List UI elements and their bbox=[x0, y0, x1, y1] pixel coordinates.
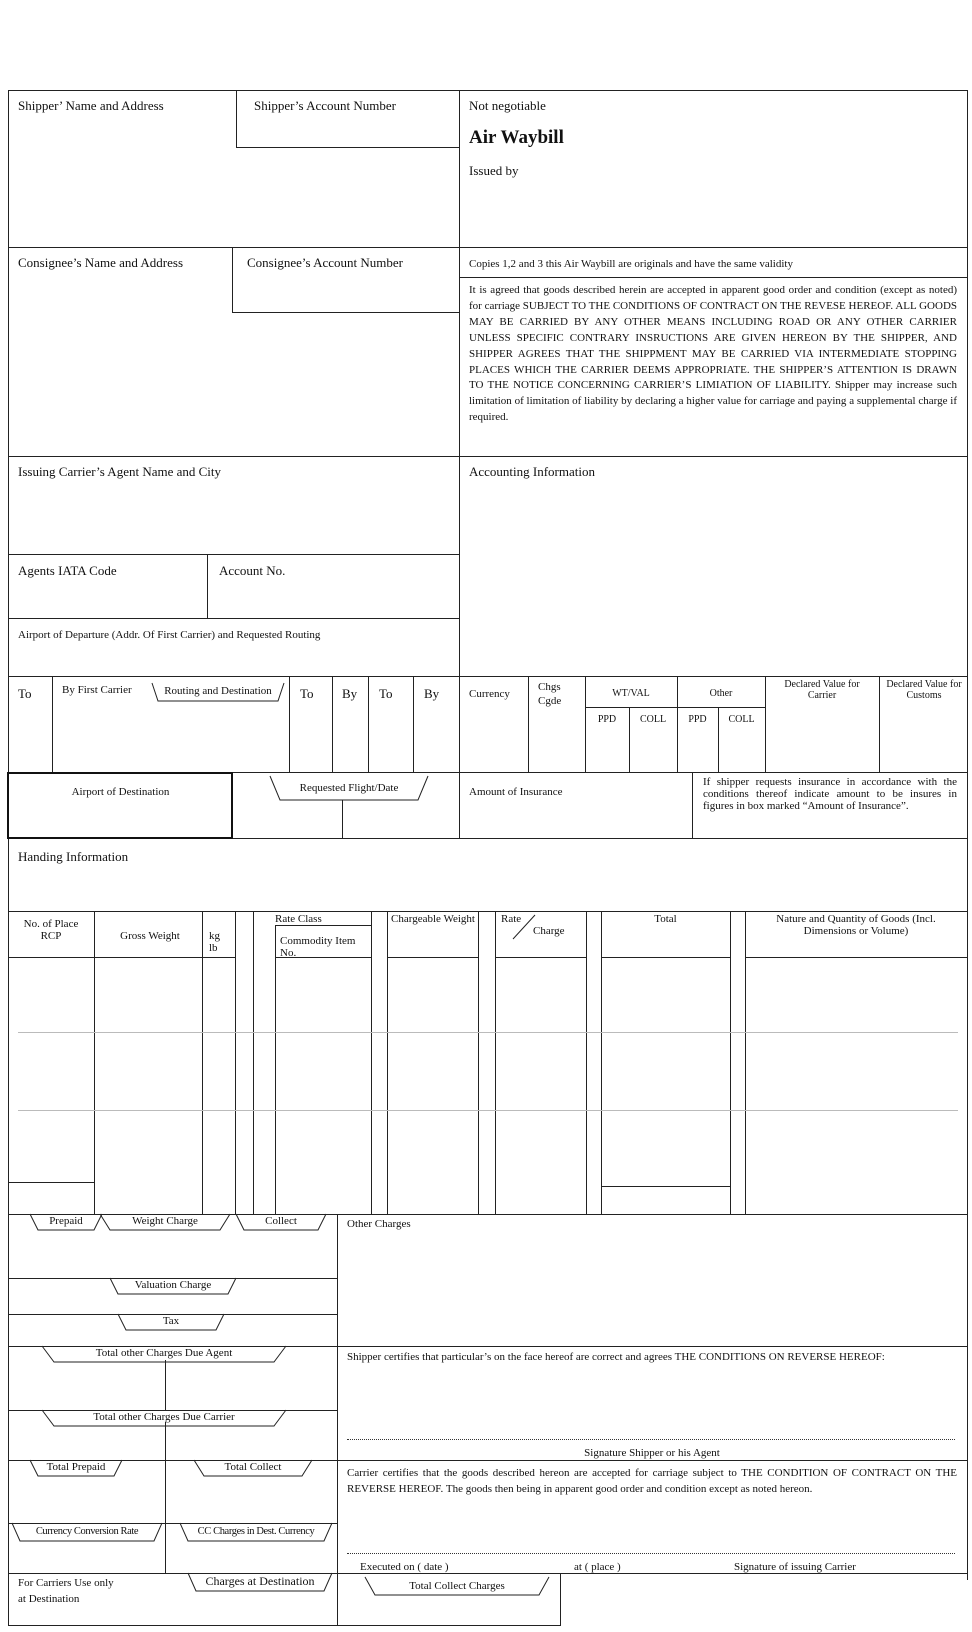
executed-on-label: Executed on ( date ) bbox=[360, 1561, 449, 1573]
at-destination-label: at Destination bbox=[18, 1593, 80, 1605]
valuation-charge-label: Valuation Charge bbox=[134, 1279, 212, 1291]
handling-info-label: Handing Information bbox=[18, 849, 129, 864]
agent-name-city-label: Issuing Carrier’s Agent Name and City bbox=[18, 464, 222, 479]
kg-lb-header: kg lb bbox=[209, 930, 220, 954]
page-title: Air Waybill bbox=[469, 127, 564, 148]
shipper-account-label: Shipper’s Account Number bbox=[254, 98, 397, 113]
routing-to-2: To bbox=[300, 686, 314, 701]
declared-value-carrier-label: Declared Value for Carrier bbox=[784, 679, 860, 701]
shipper-name-label: Shipper’ Name and Address bbox=[18, 98, 164, 113]
consignee-account-label: Consignee’s Account Number bbox=[247, 255, 403, 270]
signature-carrier-label: Signature of issuing Carrier bbox=[734, 1561, 856, 1573]
total-prepaid-label: Total Prepaid bbox=[46, 1461, 106, 1473]
agents-iata-label: Agents IATA Code bbox=[18, 563, 117, 578]
currency-label: Currency bbox=[469, 688, 510, 700]
wtval-coll-label: COLL bbox=[639, 714, 667, 725]
routing-destination-tab bbox=[152, 683, 284, 701]
routing-to-3: To bbox=[379, 686, 393, 701]
carriers-use-label: For Carriers Use only bbox=[18, 1577, 114, 1589]
insurance-note-text: If shipper requests insurance in accordance with the conditions thereof indicate amount to be insures in figures in box marked “Amount of Insurance”. bbox=[703, 776, 957, 812]
prepaid-tab bbox=[30, 1214, 102, 1230]
currency-conversion-tab bbox=[12, 1523, 162, 1541]
currency-conversion-label: Currency Conversion Rate bbox=[35, 1526, 139, 1537]
total-collect-charges-tab bbox=[365, 1577, 549, 1595]
chargeable-weight-header: Chargeable Weight bbox=[391, 913, 475, 925]
shipper-certification-text: Shipper certifies that particular’s on the face hereof are correct and agrees THE CONDITIONS ON REVERSE HEREOF: bbox=[347, 1351, 885, 1363]
issued-by-label: Issued by bbox=[469, 163, 519, 178]
requested-flight-tab bbox=[270, 776, 428, 800]
accounting-info-label: Accounting Information bbox=[469, 464, 595, 479]
collect-label: Collect bbox=[265, 1215, 297, 1227]
copies-validity-text: Copies 1,2 and 3 this Air Waybill are originals and have the same validity bbox=[469, 258, 793, 270]
airport-destination-label: Airport of Destination bbox=[71, 786, 170, 798]
airport-departure-label: Airport of Departure (Addr. Of First Carrier) and Requested Routing bbox=[18, 629, 321, 641]
weight-charge-label: Weight Charge bbox=[132, 1215, 198, 1227]
shipper-signature-line[interactable] bbox=[347, 1439, 955, 1440]
chgs-code-label: Chgs Cgde bbox=[538, 681, 562, 707]
declared-value-customs-label: Declared Value for Customs bbox=[886, 679, 962, 701]
weight-charge-tab bbox=[100, 1214, 230, 1230]
charges-destination-tab bbox=[188, 1573, 332, 1591]
collect-tab bbox=[236, 1214, 326, 1230]
tax-tab bbox=[118, 1314, 224, 1330]
routing-destination-label: Routing and Destination bbox=[164, 685, 272, 697]
at-place-label: at ( place ) bbox=[574, 1561, 621, 1573]
carrier-signature-line[interactable] bbox=[347, 1553, 955, 1554]
wtval-ppd-label: PPD bbox=[597, 714, 617, 725]
total-collect-tab bbox=[194, 1460, 312, 1476]
other-label: Other bbox=[709, 688, 733, 699]
not-negotiable-label: Not negotiable bbox=[469, 98, 546, 113]
pieces-header: No. of Place RCP bbox=[23, 918, 79, 942]
airport-destination-box[interactable] bbox=[7, 772, 233, 839]
total-other-carrier-tab bbox=[42, 1410, 286, 1426]
other-charges-label: Other Charges bbox=[347, 1218, 411, 1230]
account-no-label: Account No. bbox=[219, 563, 286, 578]
other-ppd-label: PPD bbox=[688, 714, 707, 725]
routing-by-3: By bbox=[424, 686, 440, 701]
total-header: Total bbox=[654, 913, 677, 925]
total-collect-charges-label: Total Collect Charges bbox=[409, 1580, 505, 1592]
total-other-agent-tab bbox=[42, 1346, 286, 1362]
by-first-carrier-label: By First Carrier bbox=[62, 684, 132, 696]
other-coll-label: COLL bbox=[728, 714, 755, 725]
routing-by-2: By bbox=[342, 686, 358, 701]
carrier-certification-text: Carrier certifies that the goods described hereon are accepted for carriage subject to THE CONDITION OF CONTRACT ON THE REVERSE HEREOF. The goods then being in apparent good order and condition except as noted hereon. bbox=[347, 1467, 957, 1495]
rate-class-header: Rate Class bbox=[275, 913, 322, 925]
cc-charges-tab bbox=[180, 1523, 332, 1541]
total-other-carrier-label: Total other Charges Due Carrier bbox=[93, 1411, 235, 1423]
tax-label: Tax bbox=[162, 1315, 180, 1327]
rate-header: Rate bbox=[501, 913, 522, 925]
signature-shipper-label: Signature Shipper or his Agent bbox=[584, 1447, 720, 1459]
charges-destination-label: Charges at Destination bbox=[205, 1574, 315, 1588]
cc-charges-label: CC Charges in Dest. Currency bbox=[197, 1526, 315, 1537]
prepaid-label: Prepaid bbox=[49, 1215, 83, 1227]
routing-to-1: To bbox=[18, 686, 32, 701]
commodity-header: Commodity Item No. bbox=[280, 935, 356, 959]
conditions-text: It is agreed that goods described herein are accepted in apparent good order and condition (except as noted) for carriage SUBJECT TO THE CONDITIONS OF CONTRACT ON THE REVESE HEREOF. ALL GOODS MAY BE CARRIED BY ANY OTHER MEANS INCLUDING ROAD OR ANY OTHER CARRIER UNLESS SPECIFIC CONTRARY INSRUCTIONS ARE GIVEN HEREON BY THE SHIPPER, AND SHIPPER AGREES THAT THE SHIPPMENT MAY BE CARRIED VIA INTERMEDIATE STOPPING PLACES WHICH THE CARRIER DEEMS APPROPRIATE. THE SHIPPER’S ATTENTION IS DRAWN TO THE NOTICE CONCERNING CARRIER’S LIMIATION OF LIABILITY. Shipper may increase such limitation of limitation of liability by declaring a higher value for carriage and paying a supplemental charge if required. bbox=[469, 284, 957, 424]
requested-flight-label: Requested Flight/Date bbox=[299, 782, 399, 794]
wtval-label: WT/VAL bbox=[612, 688, 650, 699]
total-prepaid-tab bbox=[30, 1460, 122, 1476]
consignee-name-label: Consignee’s Name and Address bbox=[18, 255, 184, 270]
total-other-agent-label: Total other Charges Due Agent bbox=[95, 1347, 233, 1359]
total-collect-label: Total Collect bbox=[224, 1461, 282, 1473]
charge-header: Charge bbox=[533, 925, 565, 937]
gross-weight-header: Gross Weight bbox=[120, 930, 180, 942]
amount-insurance-label: Amount of Insurance bbox=[469, 786, 563, 798]
nature-quantity-header: Nature and Quantity of Goods (Incl. Dimensions or Volume) bbox=[776, 913, 936, 937]
valuation-charge-tab bbox=[110, 1278, 236, 1294]
